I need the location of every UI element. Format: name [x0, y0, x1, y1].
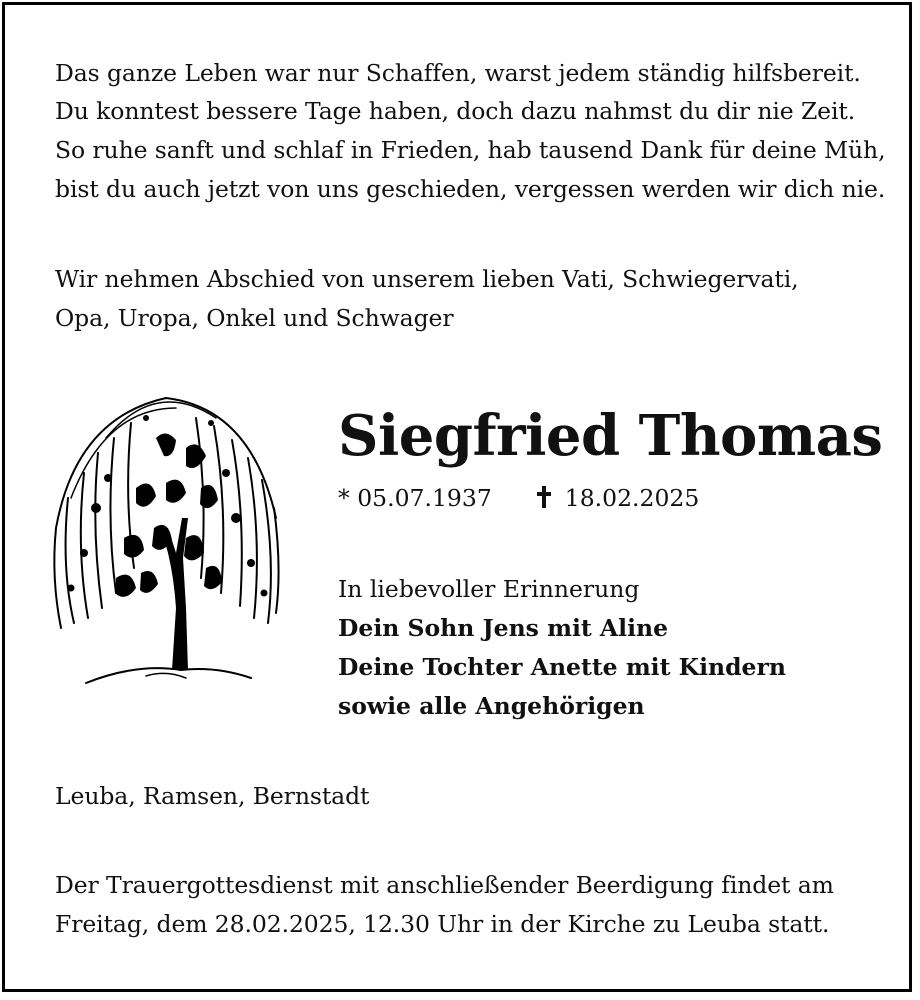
service-line-2: Freitag, dem 28.02.2025, 12.30 Uhr in der Kirche zu Leuba statt.: [55, 910, 830, 938]
mourner-line-2: Deine Tochter Anette mit Kindern: [338, 653, 786, 681]
death-date: 18.02.2025: [564, 484, 700, 512]
birth-date: * 05.07.1937: [338, 484, 492, 512]
poem-line-2: Du konntest bessere Tage haben, doch dazu nahmst du dir nie Zeit.: [55, 97, 856, 125]
death-date-group: [537, 483, 699, 513]
places: Leuba, Ramsen, Bernstadt: [55, 782, 370, 810]
poem-line-1: Das ganze Leben war nur Schaffen, warst jedem ständig hilfsbereit.: [55, 59, 861, 87]
poem-line-3: So ruhe sanft und schlaf in Frieden, hab tausend Dank für deine Müh,: [55, 136, 886, 164]
intro-line-2: Opa, Uropa, Onkel und Schwager: [55, 304, 454, 332]
weeping-willow-icon: [36, 378, 286, 688]
mourners-intro: In liebevoller Erinnerung: [338, 575, 640, 603]
poem-line-4: bist du auch jetzt von uns geschieden, vergessen werden wir dich nie.: [55, 175, 886, 203]
intro-line-1: Wir nehmen Abschied von unserem lieben Vati, Schwiegervati,: [55, 265, 799, 293]
life-dates: [338, 483, 699, 513]
cross-icon: [537, 486, 551, 508]
service-line-1: Der Trauergottesdienst mit anschließender Beerdigung findet am: [55, 871, 834, 899]
deceased-name: Siegfried Thomas: [338, 403, 883, 469]
mourner-line-1: Dein Sohn Jens mit Aline: [338, 614, 669, 642]
mourner-line-3: sowie alle Angehörigen: [338, 692, 645, 720]
